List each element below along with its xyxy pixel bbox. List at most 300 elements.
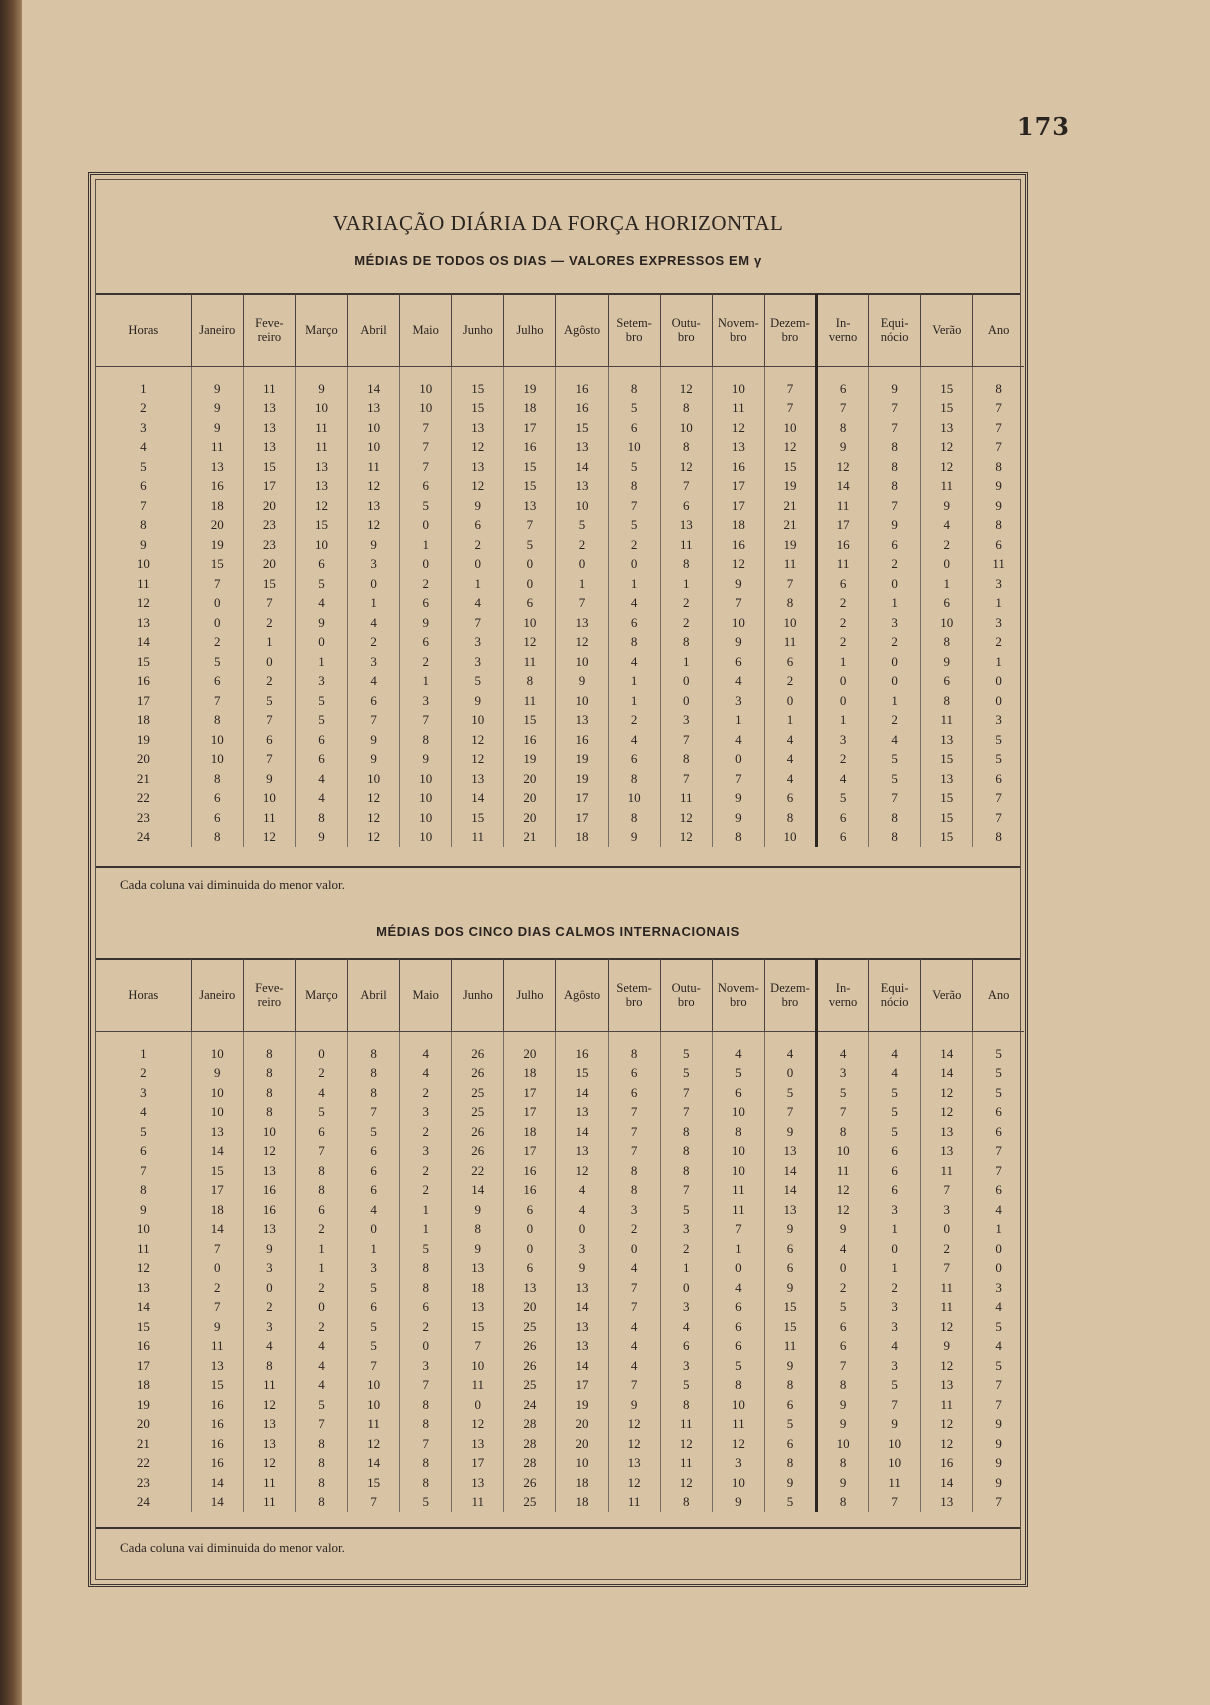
table-cell: 4	[295, 769, 347, 789]
table-cell: 17	[452, 1454, 504, 1474]
table-cell: 5	[295, 691, 347, 711]
table-cell: 5	[660, 1200, 712, 1220]
table-cell: 26	[504, 1356, 556, 1376]
table-cell: 5	[817, 789, 869, 809]
table-cell: 7	[764, 399, 816, 419]
table-cell: 23	[96, 1473, 191, 1493]
table-cell: 0	[660, 1278, 712, 1298]
table-cell: 13	[243, 438, 295, 458]
table-cell: 7	[400, 1376, 452, 1396]
table-cell: 1	[817, 711, 869, 731]
table-cell: 15	[921, 808, 973, 828]
table-cell: 5	[556, 516, 608, 536]
table-cell: 11	[921, 1278, 973, 1298]
table-cell: 7	[712, 769, 764, 789]
table-cell: 5	[348, 1337, 400, 1357]
table-cell: 8	[295, 1434, 347, 1454]
table-cell: 1	[295, 1259, 347, 1279]
table-cell: 6	[504, 1259, 556, 1279]
table-cell: 6	[452, 516, 504, 536]
table-cell: 20	[191, 516, 243, 536]
table-cell: 12	[712, 1434, 764, 1454]
table-cell: 5	[96, 1122, 191, 1142]
table-cell: 2	[348, 633, 400, 653]
table-cell: 16	[556, 399, 608, 419]
table-cell: 4	[608, 1337, 660, 1357]
table-cell: 12	[452, 438, 504, 458]
table-cell: 8	[191, 769, 243, 789]
table-cell: 16	[191, 1395, 243, 1415]
table-cell: 0	[295, 1032, 347, 1064]
table-cell: 2	[96, 399, 191, 419]
table-cell: 8	[400, 1278, 452, 1298]
table-cell: 5	[869, 1103, 921, 1123]
subtitle-calm-days: MÉDIAS DOS CINCO DIAS CALMOS INTERNACIONAIS	[376, 924, 740, 939]
table-cell: 4	[295, 1083, 347, 1103]
table-cell: 7	[869, 399, 921, 419]
table-cell: 4	[400, 1064, 452, 1084]
table-cell: 7	[295, 1142, 347, 1162]
column-header: Verão	[921, 294, 973, 367]
table-cell: 9	[96, 1200, 191, 1220]
column-header: Novem- bro	[712, 959, 764, 1032]
table-cell: 9	[995, 478, 1002, 494]
table-cell: 6	[921, 594, 973, 614]
table-cell: 1	[243, 633, 295, 653]
table-cell: 22	[96, 789, 191, 809]
table-cell: 7	[96, 496, 191, 516]
column-header: Maio	[400, 294, 452, 367]
table-row	[96, 1415, 1024, 1435]
table-cell: 11	[295, 438, 347, 458]
note-2: Cada coluna vai diminuida do menor valor.	[120, 1540, 345, 1555]
table-cell: 7	[764, 574, 816, 594]
table-cell: 14	[556, 1083, 608, 1103]
table-cell: 10	[556, 1454, 608, 1474]
table-cell: 13	[452, 1473, 504, 1493]
table-cell: 0	[504, 574, 556, 594]
table-cell: 15	[556, 418, 608, 438]
table-cell: 13	[921, 769, 973, 789]
column-header: Outu- bro	[660, 294, 712, 367]
table-cell: 8	[712, 828, 764, 848]
table-cell: 19	[556, 769, 608, 789]
table-cell: 16	[712, 457, 764, 477]
table-cell: 10	[660, 418, 712, 438]
table-cell: 8	[348, 1032, 400, 1064]
table-cell: 9	[191, 1064, 243, 1084]
table-cell: 4	[995, 1201, 1002, 1217]
table-cell: 4	[869, 1337, 921, 1357]
table-cell: 10	[243, 789, 295, 809]
table-cell: 8	[608, 1181, 660, 1201]
table-cell: 1	[660, 652, 712, 672]
table-cell: 14	[921, 1473, 973, 1493]
table-cell: 7	[869, 1493, 921, 1513]
table-cell: 24	[96, 828, 191, 848]
table-cell: 13	[348, 496, 400, 516]
table-cell: 0	[712, 1259, 764, 1279]
table-cell: 15	[921, 789, 973, 809]
table-cell: 26	[504, 1337, 556, 1357]
table-cell: 9	[921, 652, 973, 672]
table-cell: 7	[243, 594, 295, 614]
table-row	[96, 574, 1024, 594]
table-cell: 7	[869, 1395, 921, 1415]
table-cell: 10	[295, 399, 347, 419]
table-cell: 5	[869, 750, 921, 770]
table-cell: 3	[869, 1317, 921, 1337]
table-cell: 6	[295, 1122, 347, 1142]
table-cell: 9	[764, 1220, 816, 1240]
table-cell: 5	[869, 1122, 921, 1142]
table-cell: 13	[452, 457, 504, 477]
table-row	[96, 613, 1024, 633]
table-cell: 8	[400, 1395, 452, 1415]
table-cell: 11	[504, 691, 556, 711]
table-cell: 9	[243, 769, 295, 789]
table-cell: 2	[400, 1181, 452, 1201]
table-cell: 8	[660, 1493, 712, 1513]
table-cell: 11	[712, 1415, 764, 1435]
table-cell: 7	[556, 594, 608, 614]
table-cell: 13	[243, 1434, 295, 1454]
table-cell: 11	[243, 808, 295, 828]
table-cell: 0	[504, 555, 556, 575]
table-cell: 11	[191, 438, 243, 458]
table-cell: 2	[817, 1278, 869, 1298]
table-cell: 10	[712, 1161, 764, 1181]
table-cell: 20	[243, 555, 295, 575]
table-cell: 6	[295, 555, 347, 575]
table-cell: 2	[660, 594, 712, 614]
table-cell: 2	[921, 1239, 973, 1259]
table-cell: 13	[556, 1103, 608, 1123]
table-cell: 12	[96, 1259, 191, 1279]
table-cell: 9	[400, 613, 452, 633]
table-cell: 6	[400, 633, 452, 653]
table-cell: 17	[712, 496, 764, 516]
table-cell: 26	[504, 1473, 556, 1493]
table-cell: 7	[348, 1493, 400, 1513]
table-cell: 1	[712, 1239, 764, 1259]
table-cell: 16	[504, 1181, 556, 1201]
table-cell: 9	[995, 1435, 1002, 1451]
table-cell: 7	[191, 1239, 243, 1259]
column-header: Setem- bro	[608, 959, 660, 1032]
table-cell: 0	[243, 1278, 295, 1298]
table-cell: 5	[764, 1083, 816, 1103]
table-cell: 11	[712, 1181, 764, 1201]
table-cell: 13	[295, 477, 347, 497]
table-cell: 0	[400, 1337, 452, 1357]
table-cell: 1	[400, 1200, 452, 1220]
table-cell: 9	[295, 613, 347, 633]
table-cell: 8	[295, 1181, 347, 1201]
table-cell: 12	[243, 1454, 295, 1474]
table-row	[96, 438, 1024, 458]
table-cell: 13	[452, 1259, 504, 1279]
table-cell: 7	[995, 439, 1002, 455]
table-cell: 18	[452, 1278, 504, 1298]
table-cell: 13	[452, 418, 504, 438]
table-row	[96, 808, 1024, 828]
table-cell: 9	[191, 399, 243, 419]
table-cell: 8	[400, 1473, 452, 1493]
table-cell: 6	[764, 1239, 816, 1259]
table-cell: 11	[764, 633, 816, 653]
table-cell: 13	[191, 1356, 243, 1376]
table-cell: 18	[556, 828, 608, 848]
table-cell: 16	[96, 672, 191, 692]
table-cell: 8	[660, 1161, 712, 1181]
table-cell: 18	[504, 399, 556, 419]
table-cell: 7	[660, 730, 712, 750]
table-cell: 1	[869, 1220, 921, 1240]
column-header: Outu- bro	[660, 959, 712, 1032]
table-cell: 1	[400, 1220, 452, 1240]
table-cell: 8	[400, 730, 452, 750]
table-cell: 14	[556, 457, 608, 477]
table-cell: 2	[400, 574, 452, 594]
table-cell: 10	[191, 750, 243, 770]
table-cell: 7	[400, 418, 452, 438]
table-cell: 1	[921, 574, 973, 594]
table-cell: 6	[348, 1181, 400, 1201]
table-cell: 0	[556, 555, 608, 575]
table-cell: 13	[556, 711, 608, 731]
table-cell: 7	[608, 1278, 660, 1298]
table-cell: 3	[243, 1259, 295, 1279]
table-cell: 7	[348, 711, 400, 731]
table-cell: 4	[295, 594, 347, 614]
table-cell: 8	[995, 829, 1002, 845]
column-header: Novem- bro	[712, 294, 764, 367]
table-cell: 1	[764, 711, 816, 731]
table-cell: 4	[817, 1239, 869, 1259]
table-row	[96, 399, 1024, 419]
table-cell: 7	[817, 399, 869, 419]
table-cell: 0	[556, 1220, 608, 1240]
column-header: Abril	[348, 959, 400, 1032]
table-cell: 7	[504, 516, 556, 536]
table-cell: 12	[921, 1317, 973, 1337]
table-cell: 2	[452, 535, 504, 555]
column-header: Verão	[921, 959, 973, 1032]
table-cell: 11	[764, 555, 816, 575]
column-header: In- verno	[817, 294, 869, 367]
table-cell: 14	[452, 1181, 504, 1201]
table-cell: 26	[452, 1064, 504, 1084]
table-cell: 15	[96, 652, 191, 672]
table-cell: 6	[869, 1161, 921, 1181]
table-cell: 10	[348, 1376, 400, 1396]
table-cell: 17	[504, 1103, 556, 1123]
column-header: Agôsto	[556, 959, 608, 1032]
table-cell: 7	[243, 711, 295, 731]
table-cell: 11	[921, 1395, 973, 1415]
table-row	[96, 1103, 1024, 1123]
table-cell: 8	[660, 438, 712, 458]
table-cell: 12	[608, 1415, 660, 1435]
table-cell: 10	[817, 1142, 869, 1162]
table-cell: 11	[243, 1493, 295, 1513]
table-cell: 2	[817, 750, 869, 770]
table-cell: 4	[556, 1200, 608, 1220]
book-spine	[0, 0, 22, 1705]
column-header: Março	[295, 959, 347, 1032]
table-cell: 5	[817, 1298, 869, 1318]
table-cell: 6	[921, 672, 973, 692]
table-cell: 20	[504, 1298, 556, 1318]
column-header: Horas	[96, 294, 191, 367]
table-cell: 11	[348, 1415, 400, 1435]
table-cell: 7	[452, 1337, 504, 1357]
table-row	[96, 1376, 1024, 1396]
table-cell: 6	[817, 367, 869, 399]
table-row	[96, 652, 1024, 672]
table-cell: 0	[660, 672, 712, 692]
table-row	[96, 1454, 1024, 1474]
table-cell: 0	[869, 574, 921, 594]
table-cell: 4	[96, 1103, 191, 1123]
table-cell: 8	[295, 1161, 347, 1181]
table-cell: 5	[817, 1083, 869, 1103]
table-cell: 2	[243, 672, 295, 692]
table-cell: 4	[764, 769, 816, 789]
table-cell: 8	[921, 633, 973, 653]
table-cell: 15	[921, 367, 973, 399]
table-cell: 6	[817, 828, 869, 848]
table-cell: 1	[96, 367, 191, 399]
table-cell: 2	[817, 594, 869, 614]
table-cell: 4	[869, 1064, 921, 1084]
table-row	[96, 1317, 1024, 1337]
table-cell: 8	[191, 711, 243, 731]
table-cell: 10	[96, 1220, 191, 1240]
table-cell: 5	[243, 691, 295, 711]
table-cell: 3	[869, 1200, 921, 1220]
table-cell: 22	[452, 1161, 504, 1181]
table-cell: 9	[608, 828, 660, 848]
table-cell: 12	[921, 1356, 973, 1376]
table-cell: 15	[452, 399, 504, 419]
table-cell: 15	[556, 1064, 608, 1084]
table-cell: 9	[921, 496, 973, 516]
table-cell: 12	[817, 1181, 869, 1201]
table-cell: 20	[504, 769, 556, 789]
table-cell: 2	[400, 1083, 452, 1103]
table-calm-days	[96, 959, 1024, 1512]
page-number: 173	[1016, 112, 1070, 141]
table-cell: 1	[400, 672, 452, 692]
table-cell: 13	[191, 1122, 243, 1142]
table-cell: 7	[608, 1298, 660, 1318]
table-cell: 6	[348, 1142, 400, 1162]
table-cell: 28	[504, 1415, 556, 1435]
table-cell: 4	[817, 1032, 869, 1064]
table-cell: 12	[921, 1434, 973, 1454]
table-cell: 12	[817, 1200, 869, 1220]
column-header: Abril	[348, 294, 400, 367]
table-cell: 6	[191, 789, 243, 809]
table-cell: 2	[921, 535, 973, 555]
table-cell: 18	[96, 711, 191, 731]
column-header: Feve- reiro	[243, 294, 295, 367]
table-cell: 8	[608, 633, 660, 653]
table-row	[96, 1200, 1024, 1220]
table-cell: 2	[400, 652, 452, 672]
rule-bottom-2	[96, 1527, 1020, 1529]
table-cell: 7	[400, 1434, 452, 1454]
table-cell: 5	[995, 1357, 1002, 1373]
table-cell: 0	[452, 555, 504, 575]
table-cell: 3	[452, 633, 504, 653]
table-cell: 11	[191, 1337, 243, 1357]
table-cell: 2	[660, 1239, 712, 1259]
table-cell: 2	[295, 1317, 347, 1337]
table-cell: 11	[348, 457, 400, 477]
table-cell: 10	[504, 613, 556, 633]
table-cell: 13	[556, 438, 608, 458]
table-cell: 0	[608, 1239, 660, 1259]
table-cell: 6	[660, 496, 712, 516]
table-cell: 4	[608, 1317, 660, 1337]
table-cell: 9	[712, 789, 764, 809]
table-cell: 15	[921, 828, 973, 848]
table-cell: 19	[764, 477, 816, 497]
table-cell: 9	[452, 496, 504, 516]
table-cell: 16	[243, 1181, 295, 1201]
table-cell: 8	[869, 808, 921, 828]
table-cell: 7	[295, 1415, 347, 1435]
table-cell: 15	[921, 399, 973, 419]
table-cell: 8	[660, 633, 712, 653]
table-cell: 16	[817, 535, 869, 555]
table-row	[96, 633, 1024, 653]
table-cell: 4	[764, 1032, 816, 1064]
table-cell: 4	[96, 438, 191, 458]
table-cell: 13	[504, 1278, 556, 1298]
table-cell: 10	[191, 730, 243, 750]
table-cell: 7	[995, 419, 1002, 435]
table-cell: 19	[504, 367, 556, 399]
column-header: Junho	[452, 294, 504, 367]
table-cell: 19	[96, 1395, 191, 1415]
table-cell: 8	[348, 1083, 400, 1103]
table-cell: 6	[295, 730, 347, 750]
table-cell: 0	[921, 555, 973, 575]
table-cell: 14	[348, 367, 400, 399]
table-cell: 7	[869, 496, 921, 516]
table-cell: 9	[817, 1415, 869, 1435]
table-cell: 18	[96, 1376, 191, 1396]
table-row	[96, 1395, 1024, 1415]
table-cell: 19	[96, 730, 191, 750]
table-cell: 19	[556, 750, 608, 770]
table-cell: 3	[712, 1454, 764, 1474]
table-cell: 21	[504, 828, 556, 848]
table-cell: 15	[764, 457, 816, 477]
table-cell: 10	[764, 828, 816, 848]
column-header: Setem- bro	[608, 294, 660, 367]
table-cell: 3	[995, 1279, 1002, 1295]
table-cell: 5	[608, 457, 660, 477]
table-cell: 4	[608, 652, 660, 672]
table-cell: 0	[608, 555, 660, 575]
table-cell: 20	[504, 789, 556, 809]
table-cell: 15	[504, 477, 556, 497]
